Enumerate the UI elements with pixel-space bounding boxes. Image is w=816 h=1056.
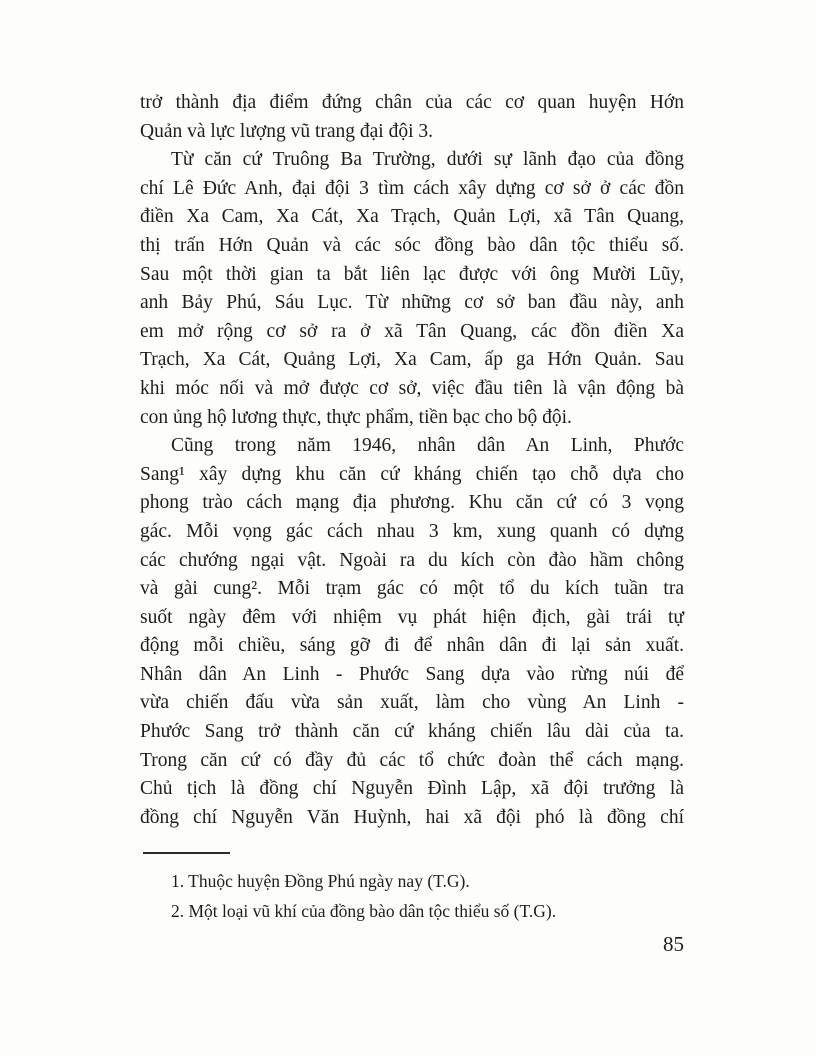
text-line: con ủng hộ lương thực, thực phẩm, tiền bạc cho bộ đội. bbox=[140, 406, 572, 428]
text-line: Phước Sang trở thành căn cứ kháng chiến lâu dài của ta. bbox=[140, 721, 684, 743]
footnotes bbox=[140, 866, 684, 926]
paragraph bbox=[140, 89, 684, 146]
text-line: Chủ tịch là đồng chí Nguyễn Đình Lập, xã đội trưởng là bbox=[140, 778, 684, 800]
text-line: và gài cung². Mỗi trạm gác có một tổ du kích tuần tra bbox=[140, 578, 684, 600]
text-line: Trong căn cứ có đầy đủ các tổ chức đoàn thể cách mạng. bbox=[140, 749, 684, 771]
text-line: động mỗi chiều, sáng gỡ đi để nhân dân đi lại sản xuất. bbox=[140, 635, 684, 657]
paragraph bbox=[140, 146, 684, 432]
text-line: chí Lê Đức Anh, đại đội 3 tìm cách xây dựng cơ sở ở các đồn bbox=[140, 177, 684, 199]
text-line: suốt ngày đêm với nhiệm vụ phát hiện địch, gài trái tự bbox=[140, 606, 684, 628]
text-line: Cũng trong năm 1946, nhân dân An Linh, Phước bbox=[171, 435, 684, 457]
text-line: em mở rộng cơ sở ra ở xã Tân Quang, các đồn điền Xa bbox=[140, 320, 684, 342]
text-line: Sau một thời gian ta bắt liên lạc được với ông Mười Lũy, bbox=[140, 263, 684, 285]
text-line: Từ căn cứ Truông Ba Trường, dưới sự lãnh đạo của đồng bbox=[171, 149, 684, 171]
text-line: đồng chí Nguyễn Văn Huỳnh, hai xã đội phó là đồng chí bbox=[140, 806, 684, 828]
text-line: Trạch, Xa Cát, Quảng Lợi, Xa Cam, ấp ga Hớn Quản. Sau bbox=[140, 349, 684, 371]
text-line: Sang¹ xây dựng khu căn cứ kháng chiến tạo chỗ dựa cho bbox=[140, 463, 684, 485]
page-number: 85 bbox=[663, 932, 684, 956]
text-line: Quản và lực lượng vũ trang đại đội 3. bbox=[140, 120, 434, 142]
footnote: 1. Thuộc huyện Đồng Phú ngày nay (T.G). bbox=[171, 871, 470, 891]
text-line: vừa chiến đấu vừa sản xuất, làm cho vùng An Linh - bbox=[140, 692, 684, 714]
text-line: khi móc nối và mở được cơ sở, việc đầu tiên là vận động bà bbox=[140, 377, 684, 399]
text-line: các chướng ngại vật. Ngoài ra du kích còn đào hầm chông bbox=[140, 549, 684, 571]
footnote: 2. Một loại vũ khí của đồng bào dân tộc thiểu số (T.G). bbox=[171, 901, 557, 921]
text-line: điền Xa Cam, Xa Cát, Xa Trạch, Quản Lợi, xã Tân Quang, bbox=[140, 206, 684, 228]
paragraph bbox=[140, 432, 684, 832]
body-text bbox=[140, 89, 684, 832]
text-line: thị trấn Hớn Quản và các sóc đồng bào dân tộc thiểu số. bbox=[140, 234, 684, 256]
text-line: trở thành địa điểm đứng chân của các cơ quan huyện Hớn bbox=[140, 92, 684, 113]
text-line: anh Bảy Phú, Sáu Lục. Từ những cơ sở ban đầu này, anh bbox=[140, 292, 684, 314]
text-line: gác. Mỗi vọng gác cách nhau 3 km, xung quanh có dựng bbox=[140, 520, 684, 542]
footnote-separator bbox=[143, 852, 230, 854]
text-line: phong trào cách mạng địa phương. Khu căn cứ có 3 vọng bbox=[140, 492, 684, 514]
text-line: Nhân dân An Linh - Phước Sang dựa vào rừng núi để bbox=[140, 663, 684, 685]
